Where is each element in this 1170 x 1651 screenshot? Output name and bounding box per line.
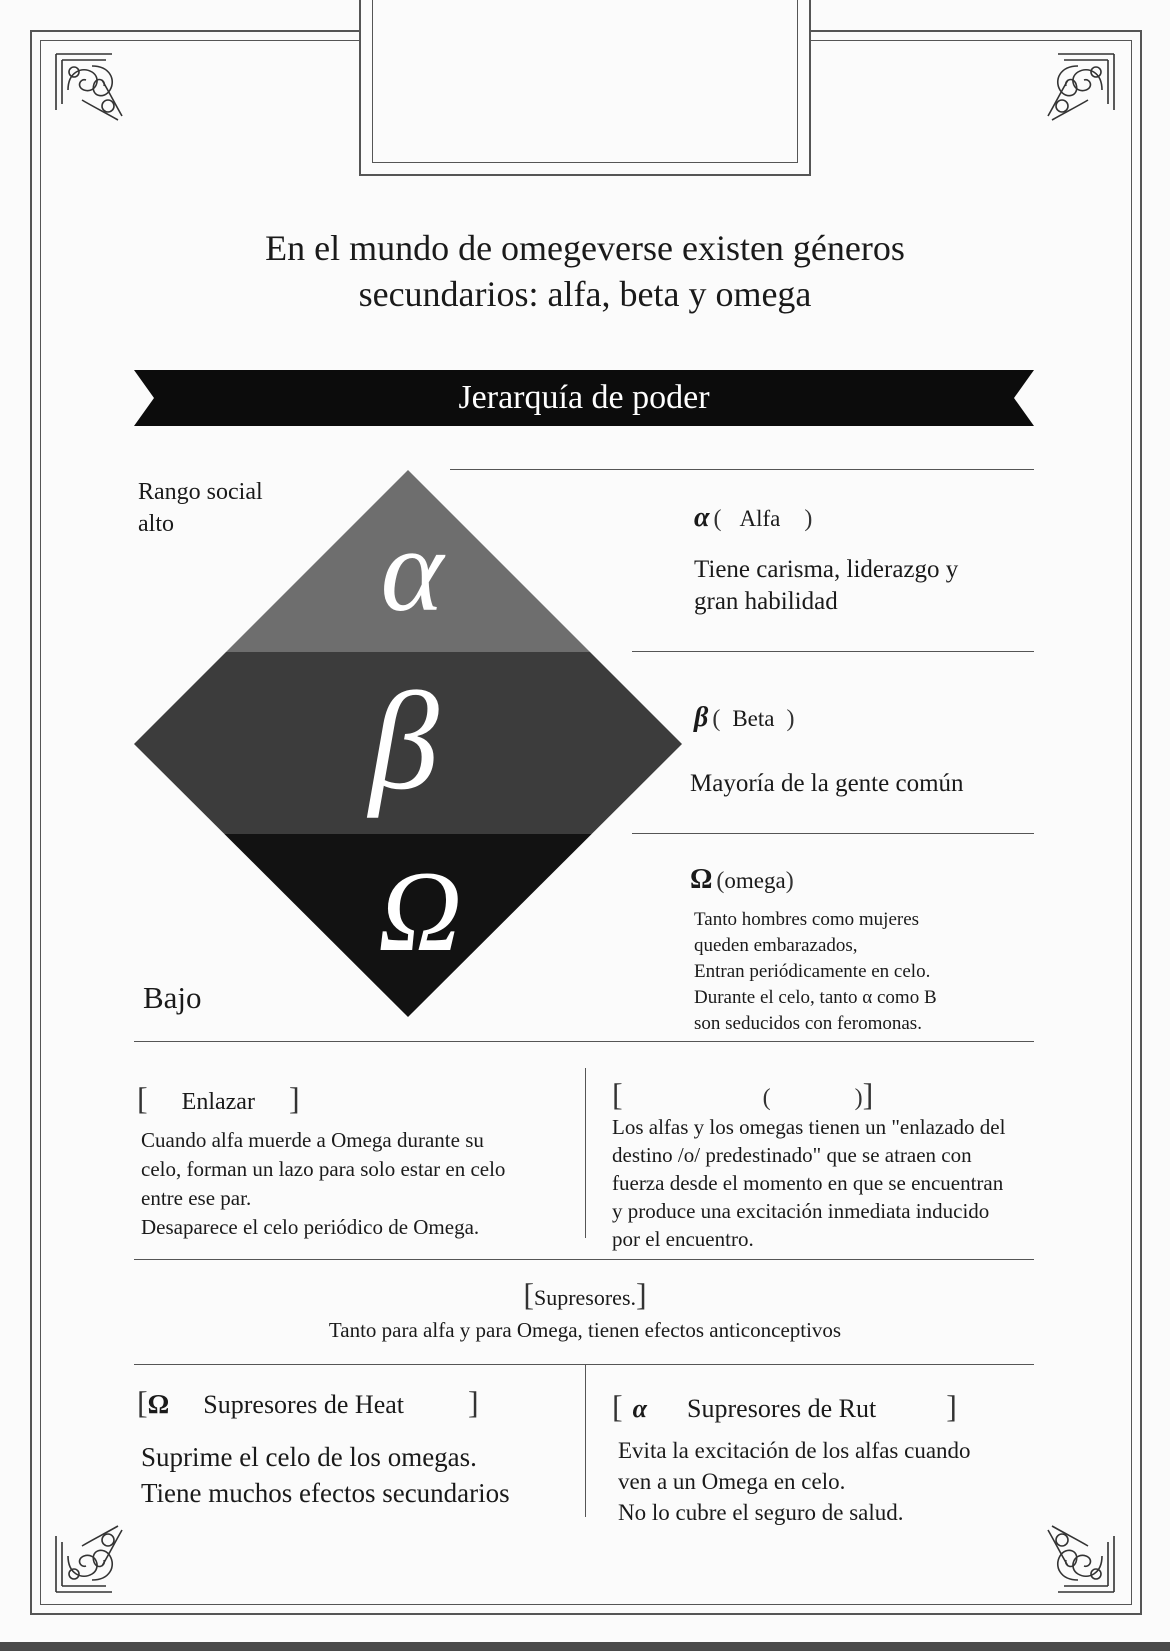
bond-line: entre ese par. xyxy=(141,1186,252,1210)
divider xyxy=(450,469,1034,470)
divider xyxy=(134,1364,1034,1365)
heat-title: Supresores de Heat xyxy=(203,1390,404,1419)
bond-line: celo, forman un lazo para solo estar en celo xyxy=(141,1157,506,1181)
alpha-description: Tiene carisma, liderazgo y gran habilidad xyxy=(694,556,959,615)
heat-body xyxy=(141,1439,571,1511)
corner-ornament-icon xyxy=(52,50,130,128)
omega-name: omega xyxy=(724,868,786,893)
alpha-name: Alfa xyxy=(739,506,781,531)
beta-heading: β ( Beta ) xyxy=(694,702,795,733)
suppressors-title: Supresores. xyxy=(533,1285,637,1310)
corner-ornament-icon xyxy=(1040,50,1118,128)
omega-description-line: son seducidos con feromonas. xyxy=(694,1013,922,1034)
destiny-line: y produce una excitación inmediata inducido xyxy=(612,1199,990,1223)
omega-symbol: Ω xyxy=(147,1389,170,1419)
rank-high-label: Rango social alto xyxy=(138,479,263,537)
destiny-body xyxy=(612,1113,1032,1253)
rank-low-label: Bajo xyxy=(143,980,202,1015)
rut-heading: [ α Supresores de Rut ] xyxy=(612,1388,957,1424)
headline-line-2: secundarios: alfa, beta y omega xyxy=(358,274,812,314)
bond-heading: [ Enlazar ] xyxy=(137,1080,300,1116)
diamond-beta-symbol: β xyxy=(369,664,439,819)
column-divider xyxy=(585,1068,586,1238)
divider xyxy=(134,1259,1034,1260)
divider xyxy=(134,1041,1034,1042)
destiny-line: fuerza desde el momento en que se encuentran xyxy=(612,1171,1004,1195)
beta-description: Mayoría de la gente común xyxy=(690,770,964,797)
rut-title: Supresores de Rut xyxy=(687,1394,877,1423)
corner-ornament-icon xyxy=(1040,1518,1118,1596)
omega-description-line: queden embarazados, xyxy=(694,935,858,956)
heat-line: Suprime el celo de los omegas. xyxy=(141,1442,477,1472)
alpha-heading: α ( Alfa ) xyxy=(694,502,813,533)
heat-line: Tiene muchos efectos secundarios xyxy=(141,1478,510,1508)
omega-description-line: Entran periódicamente en celo. xyxy=(694,961,931,982)
rut-line: Evita la excitación de los alfas cuando xyxy=(618,1438,971,1463)
divider xyxy=(632,833,1034,834)
diamond-omega-symbol: Ω xyxy=(378,848,462,976)
headline xyxy=(0,225,1170,317)
destiny-heading: [ ( )] xyxy=(612,1076,874,1112)
divider xyxy=(632,651,1034,652)
corner-ornament-icon xyxy=(52,1518,130,1596)
bond-body xyxy=(141,1126,561,1242)
beta-symbol: β xyxy=(694,702,709,733)
diamond-alpha-symbol: α xyxy=(380,503,444,636)
bottom-edge-strip xyxy=(0,1642,1170,1651)
alpha-symbol: α xyxy=(632,1394,648,1423)
section-ribbon xyxy=(134,370,1034,426)
rut-body xyxy=(618,1435,1028,1528)
bond-title: Enlazar xyxy=(181,1089,255,1115)
hierarchy-diamond xyxy=(134,470,684,1017)
alpha-symbol: α xyxy=(694,502,710,533)
column-divider xyxy=(585,1365,586,1517)
omega-description-line: Durante el celo, tanto α como B xyxy=(694,987,937,1008)
rut-line: ven a un Omega en celo. xyxy=(618,1469,846,1494)
bond-line: Desaparece el celo periódico de Omega. xyxy=(141,1215,480,1239)
omega-description-line: Tanto hombres como mujeres xyxy=(694,909,920,930)
destiny-line: por el encuentro. xyxy=(612,1227,754,1251)
rut-line: No lo cubre el seguro de salud. xyxy=(618,1500,904,1525)
omega-symbol: Ω xyxy=(690,864,713,895)
omega-description xyxy=(694,907,1014,1037)
destiny-line: Los alfas y los omegas tienen un "enlazado del xyxy=(612,1115,1006,1139)
destiny-line: destino /o/ predestinado" que se atraen con xyxy=(612,1143,972,1167)
ribbon-title: Jerarquía de poder xyxy=(458,379,710,416)
suppressors-heading: [Supresores.] xyxy=(523,1276,647,1312)
suppressors-subtitle: Tanto para alfa y para Omega, tienen efectos anticonceptivos xyxy=(328,1318,842,1342)
heat-heading: [Ω Supresores de Heat ] xyxy=(137,1384,479,1420)
beta-name: Beta xyxy=(732,706,775,731)
bond-line: Cuando alfa muerde a Omega durante su xyxy=(141,1128,484,1152)
omega-heading: Ω (omega) xyxy=(690,864,794,895)
headline-line-1: En el mundo de omegeverse existen géneros xyxy=(265,228,905,268)
title-box-inner xyxy=(372,0,798,163)
